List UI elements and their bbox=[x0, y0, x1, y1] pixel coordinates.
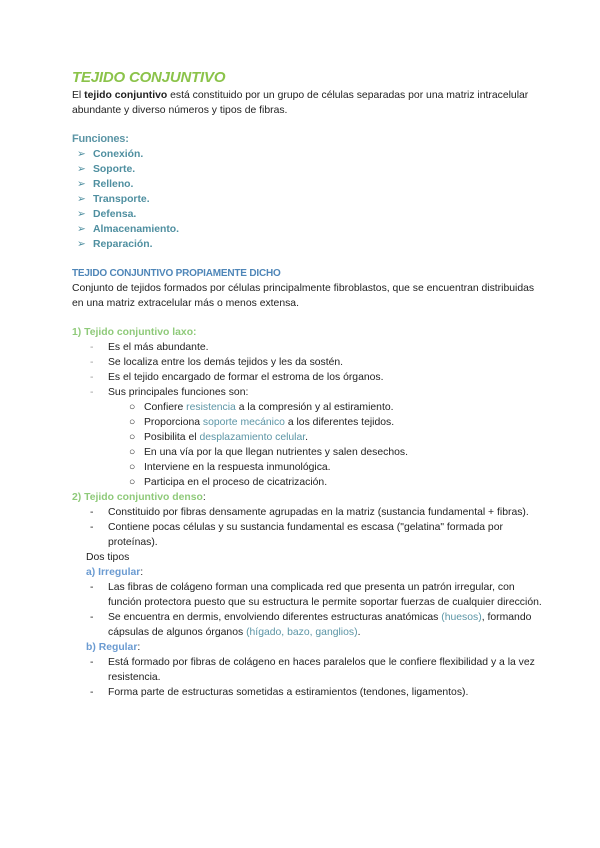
propiamente-paragraph: Conjunto de tejidos formados por células principalmente fibroblastos, que se encuentran distribuidas en una matriz extracelular más o menos extensa. bbox=[72, 283, 535, 309]
list-item: - Es el más abundante. bbox=[90, 342, 209, 353]
list-item: ➢ Defensa. bbox=[77, 209, 137, 220]
denso-heading: 2) Tejido conjuntivo denso: bbox=[72, 492, 206, 503]
denso-list bbox=[72, 505, 542, 550]
propiamente-heading: TEJIDO CONJUNTIVO PROPIAMENTE DICHO bbox=[72, 268, 281, 279]
list-item: ➢ Almacenamiento. bbox=[77, 224, 180, 235]
list-item: ➢ Conexión. bbox=[77, 149, 144, 160]
list-item: ○ Confiere resistencia a la compresión y al estiramiento. bbox=[129, 402, 394, 413]
laxo-funciones-list bbox=[72, 400, 542, 490]
list-item: - Se encuentra en dermis, envolviendo diferentes estructuras anatómicas (huesos), formando cápsulas de algunos órganos (hígado, bazo, ganglios). bbox=[90, 612, 532, 638]
document-page bbox=[72, 68, 542, 700]
funciones-heading: Funciones: bbox=[72, 133, 129, 145]
funciones-list bbox=[72, 147, 542, 252]
irregular-list bbox=[72, 580, 542, 640]
list-item: - Las fibras de colágeno forman una complicada red que presenta un patrón irregular, con función protectora puesto que su estructura le permite soportar fuerzas de cualquier dirección. bbox=[90, 582, 542, 608]
list-item: - Se localiza entre los demás tejidos y les da sostén. bbox=[90, 357, 344, 368]
list-item: - Sus principales funciones son: bbox=[90, 387, 249, 398]
regular-heading: b) Regular: bbox=[86, 642, 141, 653]
laxo-list bbox=[72, 340, 542, 400]
list-item: - Está formado por fibras de colágeno en haces paralelos que le confiere flexibilidad y a la vez resistencia. bbox=[90, 657, 535, 683]
list-item: ○ Posibilita el desplazamiento celular. bbox=[129, 432, 309, 443]
intro-paragraph: El tejido conjuntivo está constituido por un grupo de células separadas por una matriz intracelular abundante y diverso números y tipos de fibras. bbox=[72, 90, 529, 116]
list-item: - Forma parte de estructuras sometidas a estiramientos (tendones, ligamentos). bbox=[90, 687, 469, 698]
list-item: ○ Proporciona soporte mecánico a los diferentes tejidos. bbox=[129, 417, 395, 428]
list-item: ➢ Soporte. bbox=[77, 164, 136, 175]
list-item: - Es el tejido encargado de formar el estroma de los órganos. bbox=[90, 372, 384, 383]
laxo-heading: 1) Tejido conjuntivo laxo: bbox=[72, 327, 197, 338]
dos-tipos-label: Dos tipos bbox=[86, 552, 130, 563]
list-item: ➢ Reparación. bbox=[77, 239, 153, 250]
regular-list bbox=[72, 655, 542, 700]
list-item: - Contiene pocas células y su sustancia fundamental es escasa ("gelatina" formada por proteínas). bbox=[90, 522, 503, 548]
list-item: ➢ Relleno. bbox=[77, 179, 134, 190]
document-title: TEJIDO CONJUNTIVO bbox=[72, 69, 226, 86]
irregular-heading: a) Irregular: bbox=[86, 567, 144, 578]
list-item: ○ Interviene en la respuesta inmunológica. bbox=[129, 462, 331, 473]
list-item: ○ Participa en el proceso de cicatrización. bbox=[129, 477, 328, 488]
list-item: ➢ Transporte. bbox=[77, 194, 150, 205]
list-item: ○ En una vía por la que llegan nutrientes y salen desechos. bbox=[129, 447, 408, 458]
intro-bold: tejido conjuntivo bbox=[84, 90, 168, 101]
list-item: - Constituido por fibras densamente agrupadas en la matriz (sustancia fundamental + fibras). bbox=[90, 507, 529, 518]
